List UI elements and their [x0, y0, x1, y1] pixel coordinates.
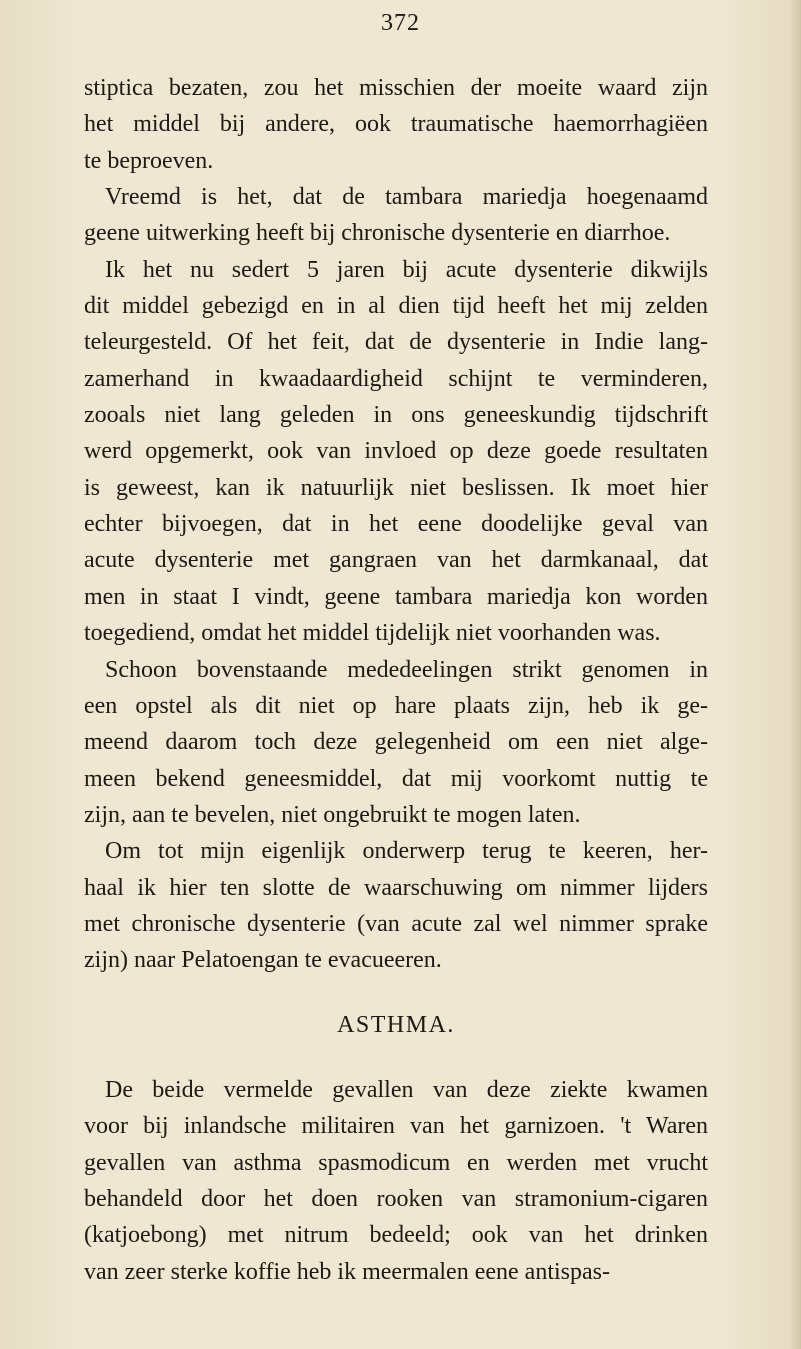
text-line: is geweest, kan ik natuurlijk niet beslissen. Ik moet hier [84, 474, 708, 501]
text-line: Vreemd is het, dat de tambara mariedja hoegenaamd [105, 184, 708, 211]
section-heading: ASTHMA. [337, 1011, 455, 1038]
text-line: zamerhand in kwaadaardigheid schijnt te verminderen, [84, 365, 708, 392]
text-line: toegediend, omdat het middel tijdelijk niet voorhanden was. [84, 620, 661, 647]
text-line: teleurgesteld. Of het feit, dat de dysenterie in Indie lang- [84, 329, 708, 356]
text-line: werd opgemerkt, ook van invloed op deze goede resultaten [84, 438, 708, 465]
text-line: haal ik hier ten slotte de waarschuwing om nimmer lijders [84, 874, 708, 901]
text-line: van zeer sterke koffie heb ik meermalen eene antispas- [84, 1258, 610, 1285]
text-line: geene uitwerking heeft bij chronische dysenterie en diarrhoe. [84, 220, 671, 247]
text-line: acute dysenterie met gangraen van het darmkanaal, dat [84, 547, 708, 574]
text-line: Om tot mijn eigenlijk onderwerp terug te keeren, her- [105, 838, 708, 865]
text-line: men in staat I vindt, geene tambara mariedja kon worden [84, 583, 708, 610]
text-line: Schoon bovenstaande mededeelingen strikt genomen in [105, 656, 708, 683]
text-line: meen bekend geneesmiddel, dat mij voorkomt nuttig te [84, 765, 708, 792]
text-line: (katjoebong) met nitrum bedeeld; ook van het drinken [84, 1222, 708, 1249]
text-line: stiptica bezaten, zou het misschien der moeite waard zijn [84, 75, 708, 101]
text-line: een opstel als dit niet op hare plaats zijn, heb ik ge- [84, 692, 708, 719]
text-line: meend daarom toch deze gelegenheid om een niet alge- [84, 729, 708, 756]
page-number: 372 [381, 10, 420, 36]
text-line: voor bij inlandsche militairen van het garnizoen. 't Waren [84, 1113, 708, 1140]
text-line: dit middel gebezigd en in al dien tijd heeft het mij zelden [84, 293, 708, 320]
text-line: met chronische dysenterie (van acute zal wel nimmer sprake [84, 910, 708, 937]
text-line: Ik het nu sedert 5 jaren bij acute dysenterie dikwijls [105, 256, 708, 283]
text-line: gevallen van asthma spasmodicum en werden met vrucht [84, 1149, 708, 1176]
page-edge-shadow [789, 0, 801, 1349]
text-line: De beide vermelde gevallen van deze ziekte kwamen [105, 1076, 708, 1103]
text-line: het middel bij andere, ook traumatische haemorrhagiëen [84, 111, 708, 138]
body-text [84, 70, 708, 1290]
text-line: behandeld door het doen rooken van stramonium-cigaren [84, 1185, 708, 1212]
text-line: te beproeven. [84, 147, 214, 174]
text-line: zooals niet lang geleden in ons geneeskundig tijdschrift [84, 402, 708, 429]
text-line: zijn) naar Pelatoengan te evacueeren. [84, 947, 442, 974]
text-line: echter bijvoegen, dat in het eene doodelijke geval van [84, 511, 708, 538]
text-line: zijn, aan te bevelen, niet ongebruikt te mogen laten. [84, 801, 581, 828]
